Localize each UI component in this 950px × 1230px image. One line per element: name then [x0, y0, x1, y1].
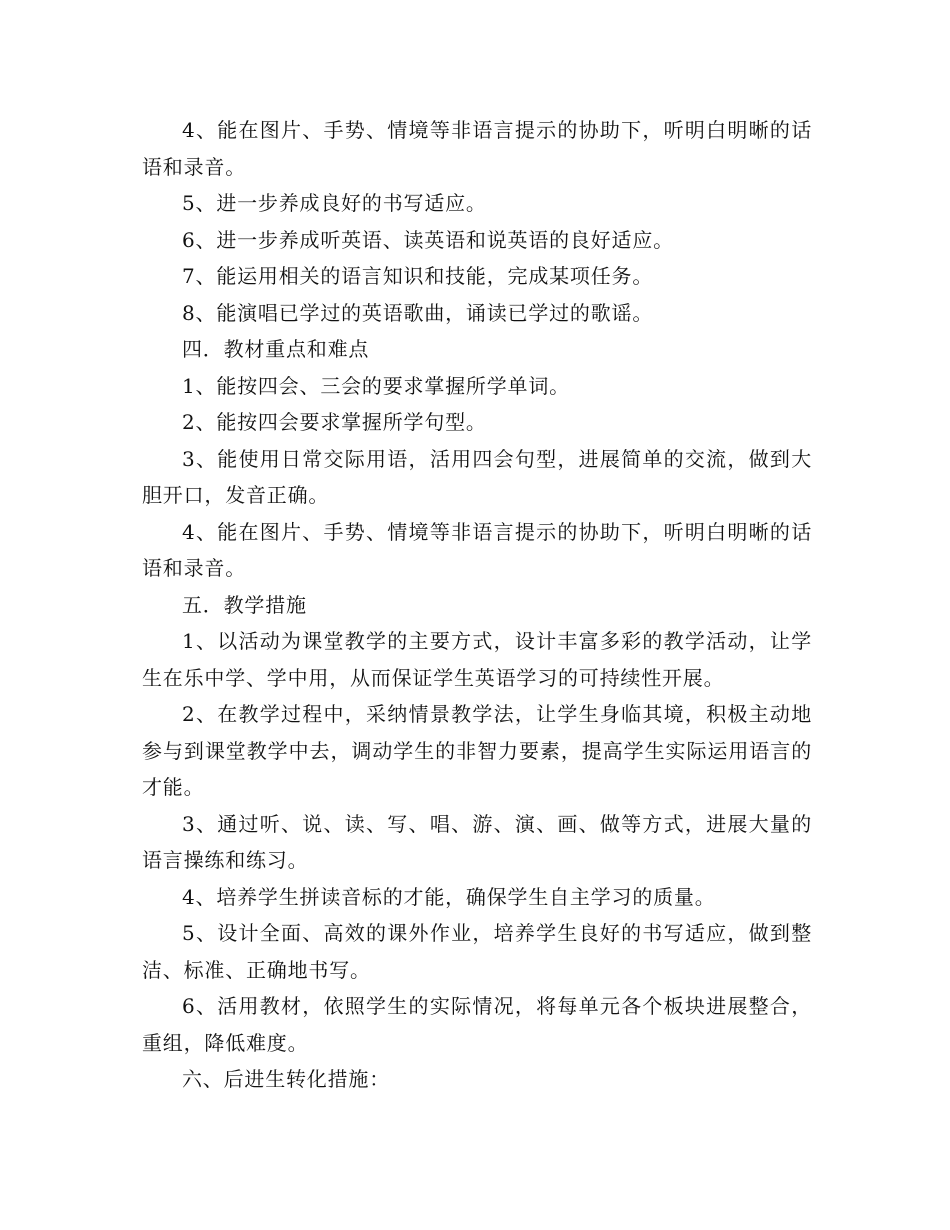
paragraph-key-point-1: 1、能按四会、三会的要求掌握所学单词。	[182, 373, 570, 398]
paragraph-goal-6: 6、进一步养成听英语、读英语和说英语的良好适应。	[182, 227, 674, 252]
section-heading-struggling-students: 六、后进生转化措施：	[182, 1067, 390, 1091]
paragraph-goal-7: 7、能运用相关的语言知识和技能，完成某项任务。	[182, 264, 654, 288]
paragraph-goal-5: 5、进一步养成良好的书写适应。	[182, 191, 487, 215]
paragraph-key-point-2: 2、能按四会要求掌握所学句型。	[182, 410, 487, 434]
paragraph-goal-8: 8、能演唱已学过的英语歌曲，诵读已学过的歌谣。	[182, 300, 654, 325]
section-heading-teaching-measures: 五．教学措施	[182, 592, 307, 617]
paragraph-measure-4: 4、培养学生拼读音标的才能，确保学生自主学习的质量。	[182, 884, 716, 909]
paragraph-goal-4: 4、能在图片、手势、情境等非语言提示的协助下，听明白明晰的话语和录音。	[142, 118, 812, 179]
paragraph-key-point-3: 3、能使用日常交际用语，活用四会句型，进展简单的交流，做到大胆开口，发音正确。	[142, 446, 812, 507]
document-body	[142, 112, 812, 1098]
paragraph-measure-2: 2、在教学过程中，采纳情景教学法，让学生身临其境，积极主动地参与到课堂教学中去，调动学生的非智力要素，提高学生实际运用语言的才能。	[142, 702, 812, 799]
paragraph-measure-6: 6、活用教材，依照学生的实际情况，将每单元各个板块进展整合，重组，降低难度。	[142, 994, 812, 1055]
paragraph-measure-5: 5、设计全面、高效的课外作业，培养学生良好的书写适应，做到整洁、标准、正确地书写。	[142, 921, 812, 982]
paragraph-measure-1: 1、以活动为课堂教学的主要方式，设计丰富多彩的教学活动，让学生在乐中学、学中用，从而保证学生英语学习的可持续性开展。	[142, 629, 812, 690]
paragraph-key-point-4: 4、能在图片、手势、情境等非语言提示的协助下，听明白明晰的话语和录音。	[142, 519, 812, 580]
paragraph-measure-3: 3、通过听、说、读、写、唱、游、演、画、做等方式，进展大量的语言操练和练习。	[142, 811, 812, 872]
section-heading-key-points: 四．教材重点和难点	[182, 337, 370, 361]
